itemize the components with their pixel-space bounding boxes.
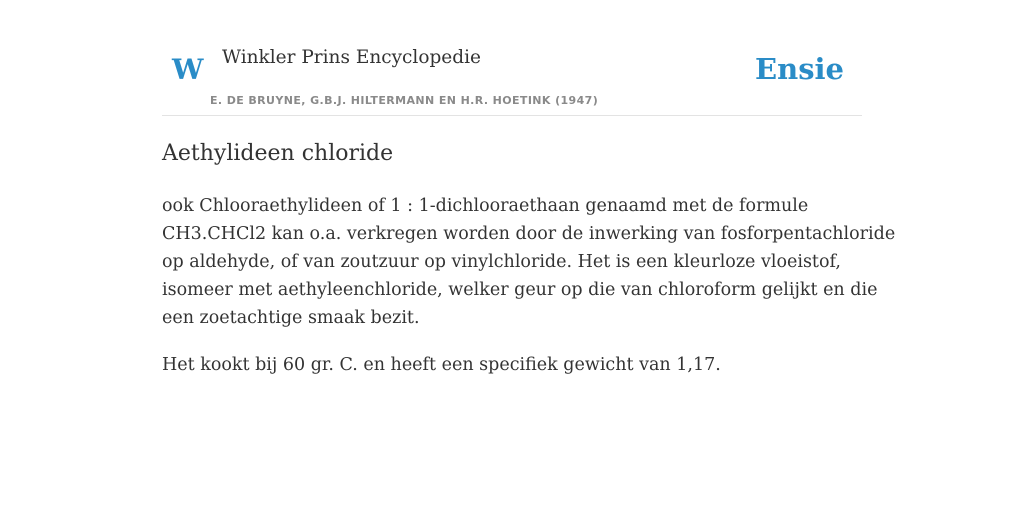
text-line: isomeer met aethyleenchloride, welker geur op die van chloroform gelijkt en die	[162, 280, 878, 300]
source-authors: E. DE BRUYNE, G.B.J. HILTERMANN EN H.R. HOETINK (1947)	[210, 94, 599, 107]
text-line: ook Chlooraethylideen of 1 : 1-dichlooraethaan genaamd met de formule	[162, 196, 809, 216]
source-logo[interactable]: W	[172, 53, 204, 86]
source-header	[162, 0, 862, 116]
page	[162, 0, 896, 512]
text-line: op aldehyde, of van zoutzuur op vinylchloride. Het is een kleurloze vloeistof,	[162, 252, 841, 272]
brand-logo[interactable]: Ensie	[755, 52, 844, 86]
paragraph	[162, 192, 896, 332]
text-line: Het kookt bij 60 gr. C. en heeft een specifiek gewicht van 1,17.	[162, 355, 721, 375]
paragraph	[162, 351, 862, 379]
article-title: Aethylideen chloride	[162, 141, 394, 166]
text-line: CH3.CHCl2 kan o.a. verkregen worden door de inwerking van fosforpentachloride	[162, 224, 896, 244]
text-line: een zoetachtige smaak bezit.	[162, 308, 420, 328]
article-body	[162, 192, 896, 398]
source-title[interactable]: Winkler Prins Encyclopedie	[222, 47, 481, 68]
